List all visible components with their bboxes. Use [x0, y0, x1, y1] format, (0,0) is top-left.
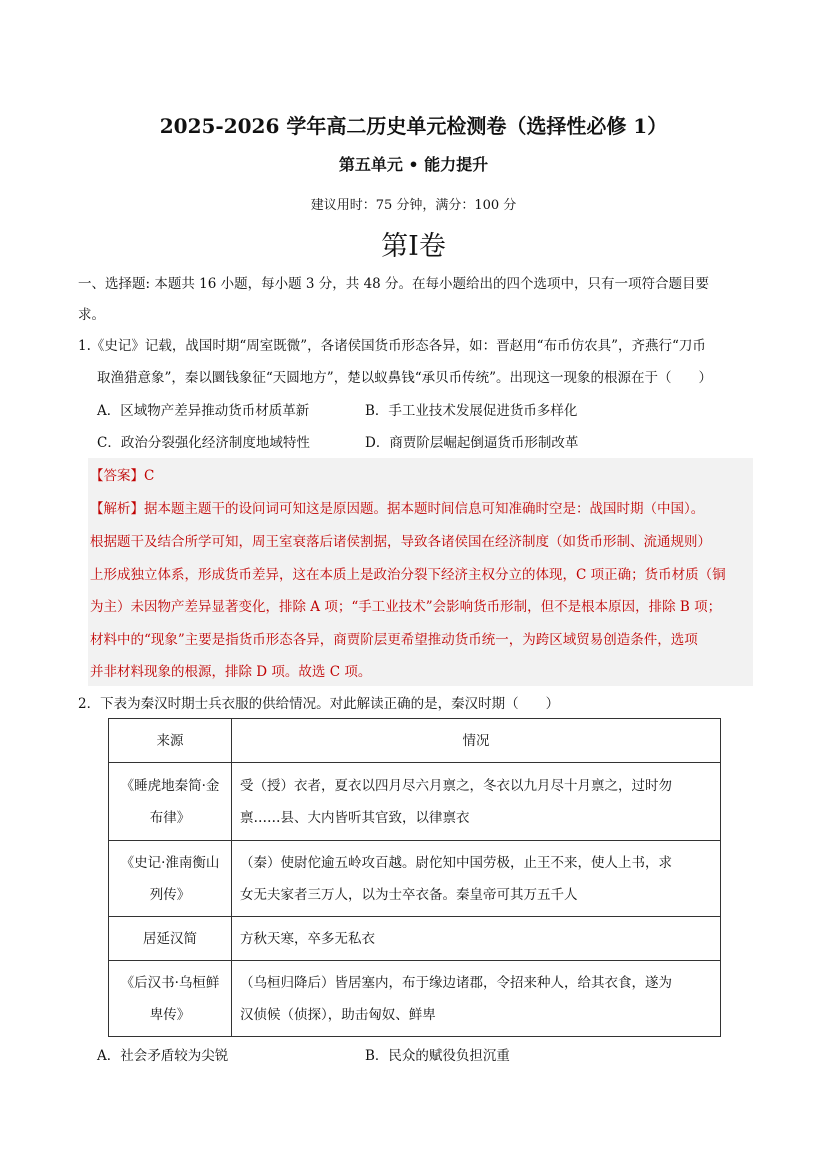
row-source: 《史记·淮南衡山 列传》 [109, 841, 232, 917]
q2-option-a: A．社会矛盾较为尖锐 [97, 1048, 229, 1064]
section-instruction: 一、选择题: 本题共 16 小题，每小题 3 分，共 48 分。在每小题给出的四个选项中，只有一项符合题目要 [78, 276, 710, 292]
q1-option-a: A．区域物产差异推动货币材质革新 [97, 403, 310, 419]
volume-heading: 第Ⅰ卷 [381, 231, 446, 262]
table-row [109, 763, 721, 841]
q1-option-b: B．手工业技术发展促进货币多样化 [365, 403, 578, 419]
table-row [109, 917, 721, 961]
document-title: 2025-2026 学年高二历史单元检测卷（选择性必修 1） [159, 114, 668, 138]
q2-option-b: B．民众的赋役负担沉重 [365, 1048, 510, 1064]
header-content: 情况 [232, 719, 721, 763]
q1-stem: 1.《史记》记载，战国时期“周室既微”，各诸侯国货币形态各异，如：晋赵用“布币仿农具”，齐燕行“刀币 [78, 338, 706, 354]
row-content: 方秋天寒，卒多无私衣 [232, 917, 721, 961]
q1-analysis-line: 根据题干及结合所学可知，周王室衰落后诸侯割据，导致各诸侯国在经济制度（如货币形制、流通规则） [90, 534, 711, 550]
section-instruction-cont: 求。 [78, 307, 105, 323]
row-content: （秦）使尉佗逾五岭攻百越。尉佗知中国劳极，止王不来，使人上书，求 女无夫家者三万人，以为士卒衣备。秦皇帝可其万五千人 [232, 841, 721, 917]
q1-analysis-line: 为主）未因物产差异显著变化，排除 A 项；“手工业技术”会影响货币形制，但不是根本原因，排除 B 项； [90, 599, 722, 615]
table-header-row [109, 719, 721, 763]
q1-stem-cont: 取渔猎意象”，秦以圜钱象征“天圆地方”，楚以蚁鼻钱“承贝币传统”。出现这一现象的根源在于（ ） [97, 370, 713, 386]
q1-option-c: C．政治分裂强化经济制度地域特性 [97, 435, 310, 451]
q1-option-d: D．商贾阶层崛起倒逼货币形制改革 [365, 435, 579, 451]
row-content: （乌桓归降后）皆居塞内，布于缘边诸郡，令招来种人，给其衣食，遂为 汉侦候（侦探），助击匈奴、鲜卑 [232, 961, 721, 1037]
q1-analysis-line: 【解析】据本题主题干的设问词可知这是原因题。据本题时间信息可知准确时空是：战国时期（中国）。 [90, 501, 705, 517]
row-source: 《睡虎地秦简·金 布律》 [109, 763, 232, 841]
q2-table [108, 718, 721, 1037]
q1-analysis-line: 并非材料现象的根源，排除 D 项。故选 C 项。 [90, 664, 372, 680]
table-row [109, 961, 721, 1037]
row-source: 居延汉简 [109, 917, 232, 961]
table-row [109, 841, 721, 917]
q1-analysis-line: 材料中的“现象”主要是指货币形态各异，商贾阶层更希望推动货币统一，为跨区域贸易创造条件，选项 [90, 632, 698, 648]
time-note: 建议用时：75 分钟，满分：100 分 [310, 198, 517, 213]
q2-stem: 2．下表为秦汉时期士兵衣服的供给情况。对此解读正确的是，秦汉时期（ ） [78, 696, 560, 712]
q1-analysis-line: 上形成独立体系，形成货币差异，这在本质上是政治分裂下经济主权分立的体现，C 项正确；货币材质（铜 [90, 567, 726, 583]
row-content: 受（授）衣者，夏衣以四月尽六月禀之，冬衣以九月尽十月禀之，过时勿 禀……县、大内皆听其官致，以律禀衣 [232, 763, 721, 841]
header-source: 来源 [109, 719, 232, 763]
q1-answer: 【答案】C [90, 468, 155, 484]
unit-subtitle: 第五单元 • 能力提升 [338, 155, 489, 174]
row-source: 《后汉书·乌桓鲜 卑传》 [109, 961, 232, 1037]
